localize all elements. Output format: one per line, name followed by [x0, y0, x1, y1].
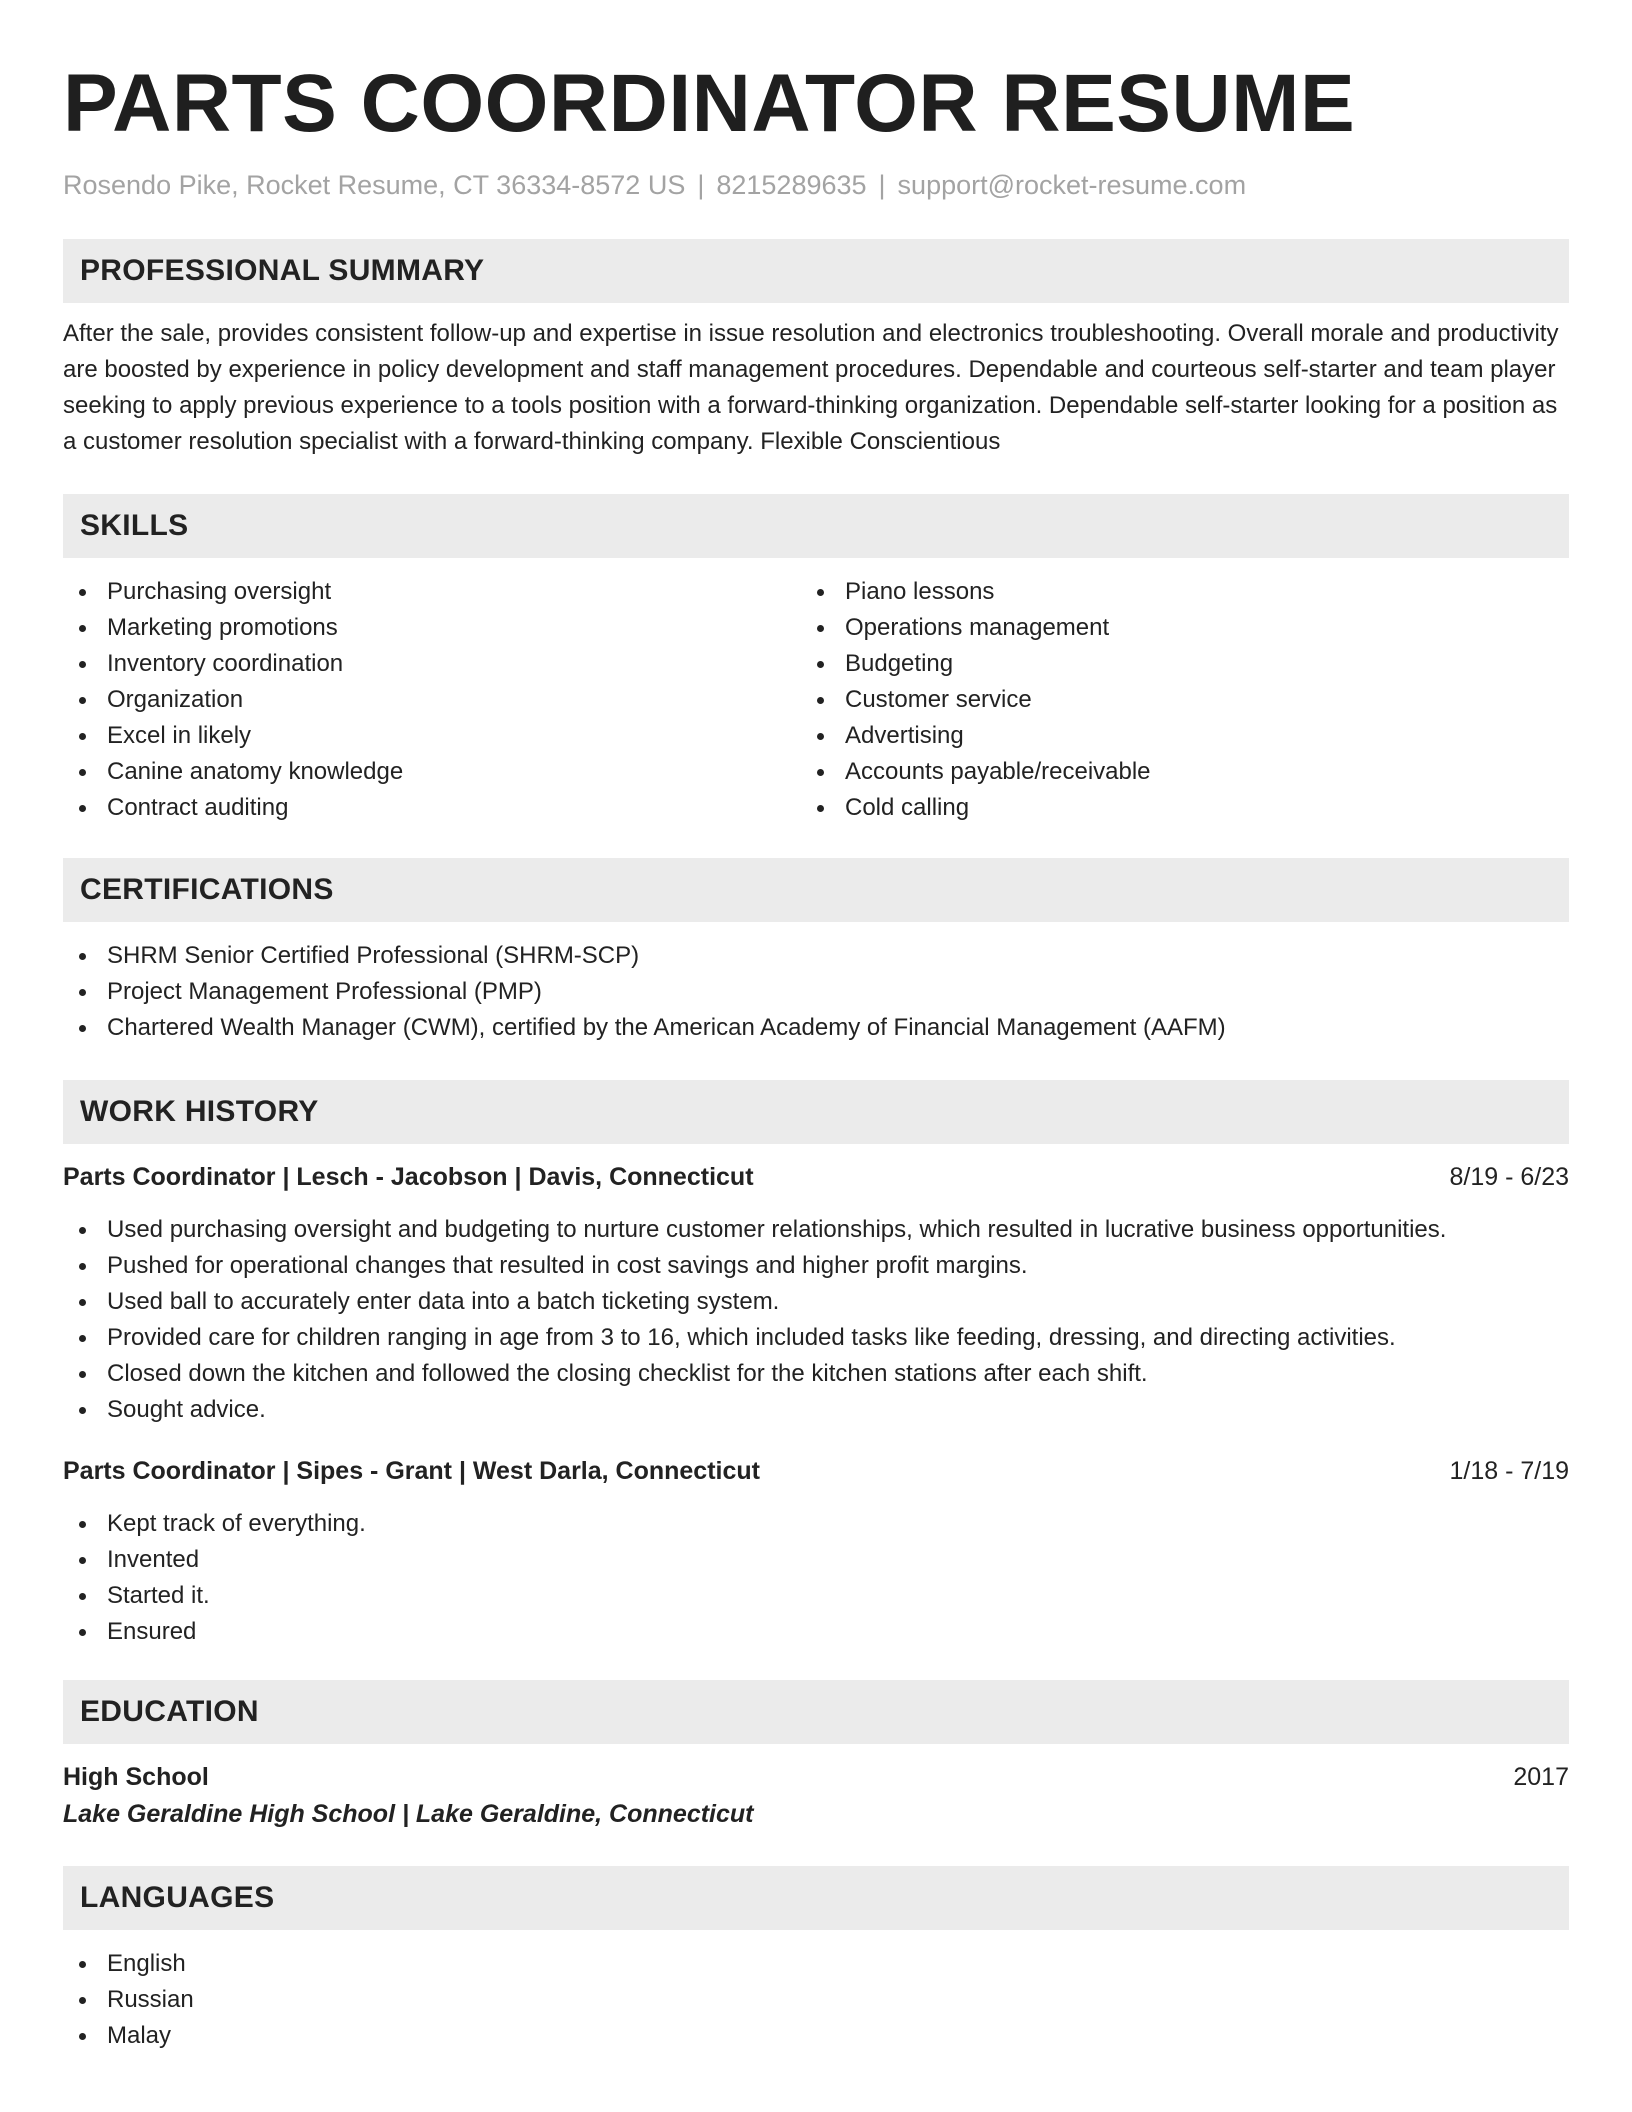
skill-item: Canine anatomy knowledge: [63, 754, 801, 790]
contact-email: support@rocket-resume.com: [897, 170, 1247, 200]
job-bullet: Sought advice.: [63, 1392, 1569, 1428]
skill-item: Organization: [63, 682, 801, 718]
skills-column-left: [63, 574, 801, 826]
job-dates: 8/19 - 6/23: [1449, 1163, 1569, 1191]
job-bullet: Invented: [63, 1542, 1569, 1578]
job-bullet: Started it.: [63, 1578, 1569, 1614]
job-bullets: [63, 1212, 1569, 1428]
skill-item: Marketing promotions: [63, 610, 801, 646]
languages-heading: LANGUAGES: [63, 1866, 1569, 1930]
education-degree: High School: [63, 1763, 209, 1791]
education-year: 2017: [1513, 1763, 1569, 1791]
education-heading: EDUCATION: [63, 1680, 1569, 1744]
skill-item: Inventory coordination: [63, 646, 801, 682]
job-entry: [63, 1160, 1569, 1428]
skill-item: Contract auditing: [63, 790, 801, 826]
contact-separator: |: [878, 170, 886, 200]
work-history-heading: WORK HISTORY: [63, 1080, 1569, 1144]
language-item: Russian: [63, 1982, 1569, 2018]
contact-separator: |: [697, 170, 705, 200]
job-bullet: Pushed for operational changes that resulted in cost savings and higher profit margins.: [63, 1248, 1569, 1284]
language-item: Malay: [63, 2018, 1569, 2054]
job-bullet: Ensured: [63, 1614, 1569, 1650]
certifications-list: [63, 938, 1569, 1046]
job-entry: [63, 1454, 1569, 1650]
skill-item: Operations management: [801, 610, 1539, 646]
language-item: English: [63, 1946, 1569, 1982]
job-bullets: [63, 1506, 1569, 1650]
skill-item: Advertising: [801, 718, 1539, 754]
job-bullet: Used purchasing oversight and budgeting to nurture customer relationships, which resulted in lucrative business opportunities.: [63, 1212, 1569, 1248]
skill-item: Purchasing oversight: [63, 574, 801, 610]
summary-heading: PROFESSIONAL SUMMARY: [63, 239, 1569, 303]
resume-title: PARTS COORDINATOR RESUME: [63, 58, 1356, 149]
skill-item: Customer service: [801, 682, 1539, 718]
job-dates: 1/18 - 7/19: [1449, 1457, 1569, 1485]
skills-heading: SKILLS: [63, 494, 1569, 558]
education-school: Lake Geraldine High School | Lake Geraldine, Connecticut: [63, 1800, 754, 1828]
job-title: Parts Coordinator | Sipes - Grant | West Darla, Connecticut: [63, 1457, 760, 1485]
job-bullet: Provided care for children ranging in age from 3 to 16, which included tasks like feeding, dressing, and directing activities.: [63, 1320, 1569, 1356]
job-bullet: Closed down the kitchen and followed the closing checklist for the kitchen stations after each shift.: [63, 1356, 1569, 1392]
skill-item: Budgeting: [801, 646, 1539, 682]
job-bullet: Kept track of everything.: [63, 1506, 1569, 1542]
skills-column-right: [801, 574, 1539, 826]
contact-phone: 8215289635: [716, 170, 867, 200]
certifications-heading: CERTIFICATIONS: [63, 858, 1569, 922]
certification-item: Project Management Professional (PMP): [63, 974, 1569, 1010]
certification-item: SHRM Senior Certified Professional (SHRM-SCP): [63, 938, 1569, 974]
contact-line: [63, 168, 1569, 202]
skill-item: Accounts payable/receivable: [801, 754, 1539, 790]
skill-item: Piano lessons: [801, 574, 1539, 610]
summary-text: After the sale, provides consistent follow-up and expertise in issue resolution and electronics troubleshooting. Overall morale and productivity are boosted by experience in policy development and staff management procedures. Dependable and courteous self-starter and team player seeking to apply previous experience to a tools position with a forward-thinking organization. Dependable self-starter looking for a position as a customer resolution specialist with a forward-thinking company. Flexible Conscientious: [63, 320, 1559, 455]
certification-item: Chartered Wealth Manager (CWM), certified by the American Academy of Financial Management (AAFM): [63, 1010, 1569, 1046]
skills-list: [63, 574, 1569, 826]
contact-address: Rosendo Pike, Rocket Resume, CT 36334-8572 US: [63, 170, 686, 200]
skill-item: Cold calling: [801, 790, 1539, 826]
education-entry: [63, 1760, 1569, 1832]
languages-list: [63, 1946, 1569, 2054]
skill-item: Excel in likely: [63, 718, 801, 754]
job-title: Parts Coordinator | Lesch - Jacobson | Davis, Connecticut: [63, 1163, 754, 1191]
job-bullet: Used ball to accurately enter data into a batch ticketing system.: [63, 1284, 1569, 1320]
